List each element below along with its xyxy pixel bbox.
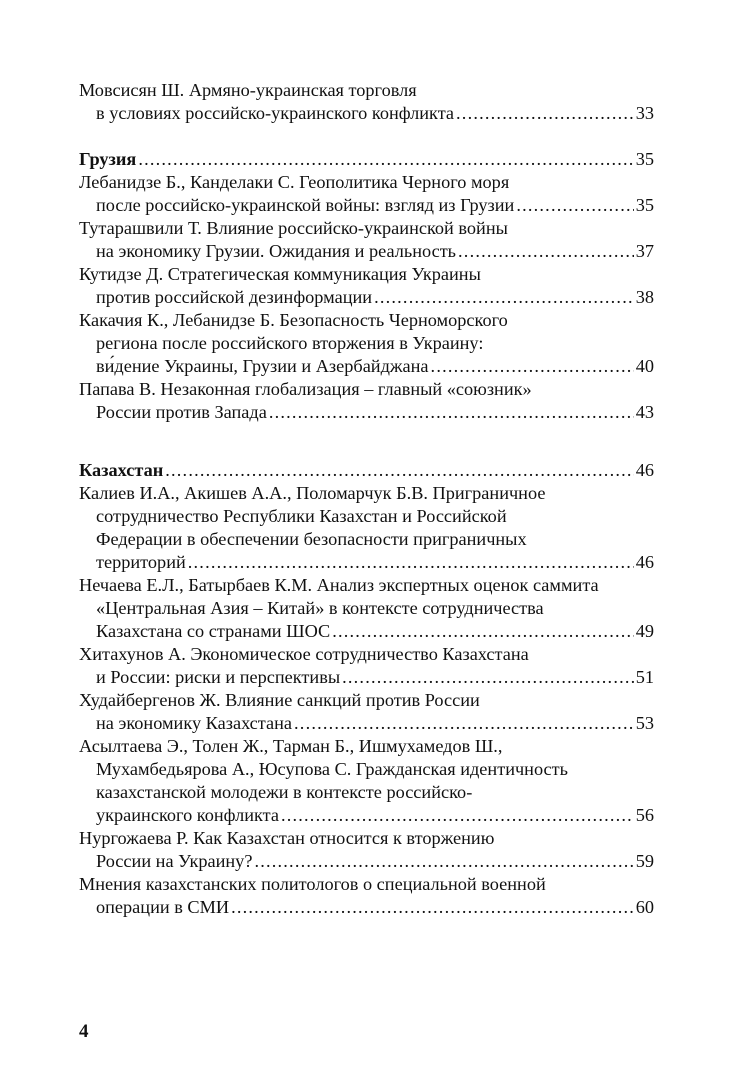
toc-entry-line bbox=[79, 574, 654, 597]
entry-text: «Центральная Азия – Китай» в контексте сотрудничества bbox=[96, 598, 544, 618]
toc-entry[interactable] bbox=[79, 689, 654, 735]
toc-page-number: 46 bbox=[635, 460, 654, 480]
toc-entry-final-line bbox=[79, 286, 654, 309]
section-title: Казахстан bbox=[79, 460, 164, 480]
toc-page-number: 40 bbox=[635, 356, 654, 376]
toc-entry[interactable] bbox=[79, 217, 654, 263]
toc-entry-line bbox=[79, 505, 654, 528]
entry-text: после российско-украинской войны: взгляд из Грузии bbox=[96, 195, 515, 215]
toc-entry[interactable] bbox=[79, 482, 654, 574]
toc-entry-final-line bbox=[79, 102, 654, 125]
toc-page-number: 49 bbox=[635, 621, 654, 641]
dot-leader bbox=[294, 712, 634, 735]
toc-entry-line bbox=[79, 827, 654, 850]
toc-entry-final-line bbox=[79, 551, 654, 574]
toc-page-number: 56 bbox=[635, 805, 654, 825]
toc-entry-final-line bbox=[79, 850, 654, 873]
toc-page-number: 43 bbox=[635, 402, 654, 422]
toc-entry-line bbox=[79, 597, 654, 620]
toc-entry-final-line bbox=[79, 401, 654, 424]
toc-entry-line bbox=[79, 873, 654, 896]
toc-entry-line bbox=[79, 781, 654, 804]
dot-leader bbox=[516, 194, 633, 217]
entry-text: сотрудничество Республики Казахстан и Российской bbox=[96, 506, 507, 526]
toc-entry-final-line bbox=[79, 620, 654, 643]
entry-text: Казахстана со странами ШОС bbox=[96, 621, 331, 641]
toc-entry[interactable] bbox=[79, 827, 654, 873]
entry-text: казахстанской молодежи в контексте российско- bbox=[96, 782, 473, 802]
entry-text: против российской дезинформации bbox=[96, 287, 373, 307]
entry-text: территорий bbox=[96, 552, 186, 572]
toc-section-heading[interactable] bbox=[79, 148, 654, 171]
dot-leader bbox=[165, 459, 633, 482]
dot-leader bbox=[269, 401, 634, 424]
toc-page-number: 59 bbox=[635, 851, 654, 871]
entry-text: Федерации в обеспечении безопасности приграничных bbox=[96, 529, 527, 549]
toc-entry-line bbox=[79, 217, 654, 240]
entry-text: в условиях российско-украинского конфликта bbox=[96, 103, 455, 123]
toc-entry[interactable] bbox=[79, 735, 654, 827]
toc-entry-line bbox=[79, 378, 654, 401]
toc-entry-line bbox=[79, 79, 654, 102]
dot-leader bbox=[342, 666, 634, 689]
entry-text: Мнения казахстанских политологов о специальной военной bbox=[79, 874, 546, 894]
dot-leader bbox=[254, 850, 633, 873]
toc-entry-line bbox=[79, 263, 654, 286]
entry-text: Нечаева Е.Л., Батырбаев К.М. Анализ экспертных оценок саммита bbox=[79, 575, 599, 595]
entry-text: Мовсисян Ш. Армяно-украинская торговля bbox=[79, 80, 417, 100]
toc-entry-final-line bbox=[79, 896, 654, 919]
entry-text: Нургожаева Р. Как Казахстан относится к вторжению bbox=[79, 828, 495, 848]
toc-page-number: 37 bbox=[635, 241, 654, 261]
toc-entry[interactable] bbox=[79, 263, 654, 309]
dot-leader bbox=[281, 804, 634, 827]
toc-entry-line bbox=[79, 528, 654, 551]
toc-entry-final-line bbox=[79, 355, 654, 378]
toc-entry[interactable] bbox=[79, 643, 654, 689]
entry-text: региона после российского вторжения в Украину: bbox=[96, 333, 484, 353]
section-title: Грузия bbox=[79, 149, 137, 169]
entry-text: Калиев И.А., Акишев А.А., Поломарчук Б.В. Приграничное bbox=[79, 483, 546, 503]
entry-text: Асылтаева Э., Толен Ж., Тарман Б., Ишмухамедов Ш., bbox=[79, 736, 503, 756]
entry-text: на экономику Казахстана bbox=[96, 713, 293, 733]
toc-entry-line bbox=[79, 735, 654, 758]
toc-section-heading[interactable] bbox=[79, 459, 654, 482]
entry-text: Лебанидзе Б., Канделаки С. Геополитика Черного моря bbox=[79, 172, 510, 192]
toc-page-number: 60 bbox=[635, 897, 654, 917]
toc-entry[interactable] bbox=[79, 171, 654, 217]
entry-text: Какачия К., Лебанидзе Б. Безопасность Черноморского bbox=[79, 310, 508, 330]
dot-leader bbox=[188, 551, 634, 574]
entry-text: России против Запада bbox=[96, 402, 267, 422]
entry-text: украинского конфликта bbox=[96, 805, 279, 825]
toc-entry-line bbox=[79, 689, 654, 712]
entry-text: ви́дение Украины, Грузии и Азербайджана bbox=[96, 356, 429, 376]
toc-page-number: 46 bbox=[635, 552, 654, 572]
toc-entry-final-line bbox=[79, 712, 654, 735]
entry-text: Тутарашвили Т. Влияние российско-украинской войны bbox=[79, 218, 508, 238]
toc-page-number: 51 bbox=[635, 667, 654, 687]
section-gap bbox=[79, 125, 654, 148]
toc-entry-line bbox=[79, 309, 654, 332]
toc-entry-final-line bbox=[79, 240, 654, 263]
toc-entry-final-line bbox=[79, 804, 654, 827]
entry-text: и России: риски и перспективы bbox=[96, 667, 341, 687]
dot-leader bbox=[374, 286, 634, 309]
toc-entry-final-line bbox=[79, 666, 654, 689]
dot-leader bbox=[458, 240, 634, 263]
toc-entry-line bbox=[79, 758, 654, 781]
entry-text: Мухамбедьярова А., Юсупова С. Гражданская идентичность bbox=[96, 759, 568, 779]
entry-text: операции в СМИ bbox=[96, 897, 230, 917]
toc-entry-final-line bbox=[79, 194, 654, 217]
toc-entry-line bbox=[79, 643, 654, 666]
table-of-contents bbox=[79, 79, 654, 919]
toc-entry-line bbox=[79, 332, 654, 355]
toc-page-number: 35 bbox=[635, 195, 654, 215]
toc-entry[interactable] bbox=[79, 378, 654, 424]
toc-page-number: 35 bbox=[635, 149, 654, 169]
toc-entry-final-line bbox=[79, 148, 654, 171]
toc-page-number: 33 bbox=[635, 103, 654, 123]
entry-text: на экономику Грузии. Ожидания и реальность bbox=[96, 241, 457, 261]
toc-entry-line bbox=[79, 171, 654, 194]
entry-text: Хитахунов А. Экономическое сотрудничество Казахстана bbox=[79, 644, 529, 664]
toc-entry[interactable] bbox=[79, 574, 654, 643]
toc-entry[interactable] bbox=[79, 309, 654, 378]
dot-leader bbox=[332, 620, 634, 643]
toc-entry[interactable] bbox=[79, 873, 654, 919]
toc-entry-line bbox=[79, 482, 654, 505]
entry-text: Худайбергенов Ж. Влияние санкций против России bbox=[79, 690, 480, 710]
section-gap bbox=[79, 424, 654, 459]
entry-text: Папава В. Незаконная глобализация – главный «союзник» bbox=[79, 379, 532, 399]
toc-page-number: 53 bbox=[635, 713, 654, 733]
dot-leader bbox=[456, 102, 634, 125]
dot-leader bbox=[138, 148, 633, 171]
toc-entry[interactable] bbox=[79, 79, 654, 125]
toc-entry-final-line bbox=[79, 459, 654, 482]
entry-text: Кутидзе Д. Стратегическая коммуникация Украины bbox=[79, 264, 481, 284]
toc-page-number: 38 bbox=[635, 287, 654, 307]
page-number: 4 bbox=[79, 1021, 89, 1042]
entry-text: России на Украину? bbox=[96, 851, 253, 871]
dot-leader bbox=[231, 896, 634, 919]
dot-leader bbox=[431, 355, 634, 378]
